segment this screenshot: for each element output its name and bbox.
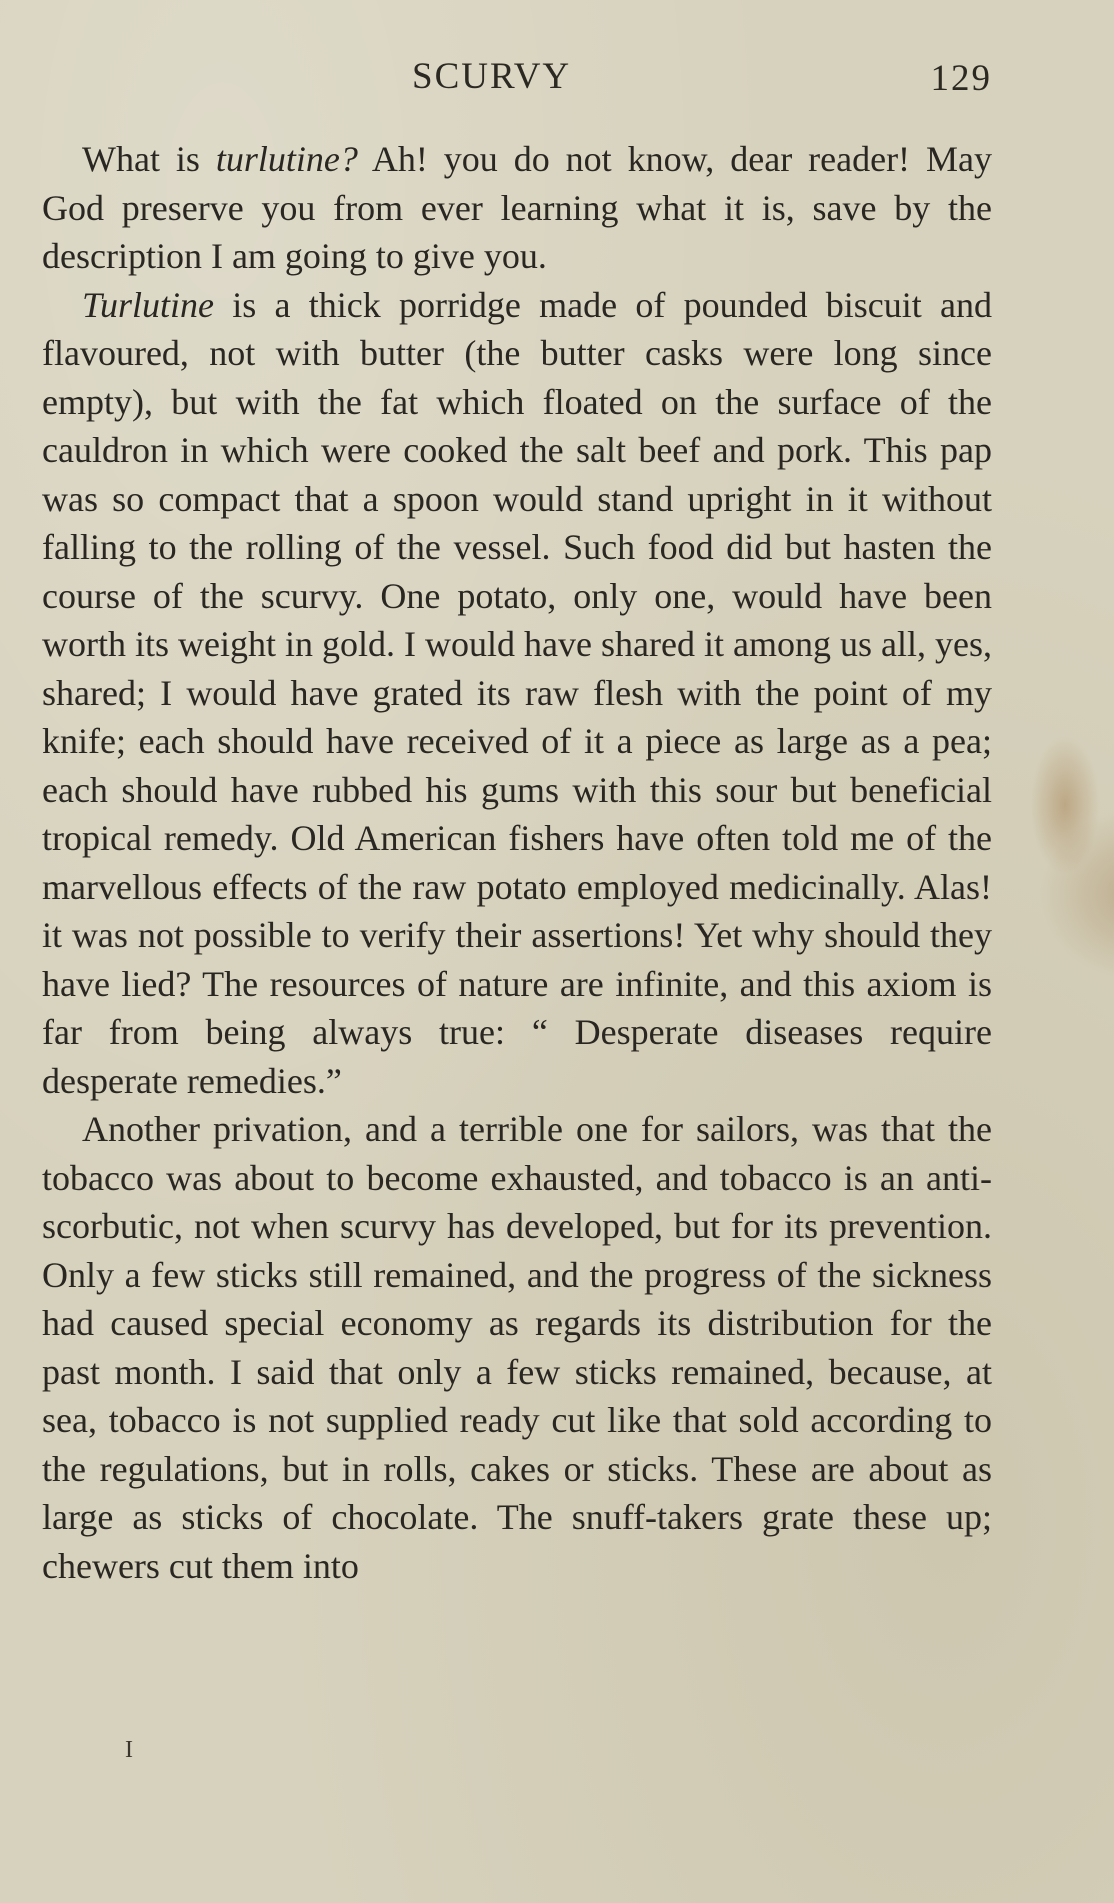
paragraph-1 [42,135,992,281]
paper-stain [1030,735,1100,875]
term-turlutine-question: turlutine? [215,139,358,179]
term-turlutine: Turlutine [82,284,215,325]
paragraph-1-rest: Ah! you do not know, dear reader! May God preserve you from ever learning what it is, save by the description I am going to give you. [42,139,992,276]
signature-mark: I [125,1737,133,1763]
paragraph-1-lead: What is [82,139,216,179]
running-title: SCURVY [412,56,572,97]
paragraph-3: Another privation, and a terrible one for sailors, was that the tobacco was about to become exhausted, and tobacco is an anti-scorbutic, not when scurvy has developed, but for its prevention. Only a few sticks still remained, and the progress of the sickness had caused special economy as regards its distribution for the past month. I said that only a few sticks remained, because, at sea, tobacco is not supplied ready cut like that sold according to the regulations, but in rolls, cakes or sticks. These are about as large as sticks of chocolate. The snuff-takers grate these up; chewers cut them into [42,1109,992,1586]
running-head [42,55,992,105]
paragraph-2-rest: is a thick porridge made of pounded biscuit and flavoured, not with butter (the butter casks were long since empty), but with the fat which floated on the surface of the cauldron in which were cooked the salt beef and pork. This pap was so compact that a spoon would stand upright in it without falling to the rolling of the vessel. Such food did but hasten the course of the scurvy. One potato, only one, would have been worth its weight in gold. I would have shared it among us all, yes, shared; I would have grated its raw flesh with the point of my knife; each should have received of it a piece as large as a pea; each should have rubbed his gums with this sour but beneficial tropical remedy. Old American fishers have often told me of the marvellous effects of the raw potato employed medicinally. Alas! it was not possible to verify their assertions! Yet why should they have lied? The resources of nature are infinite, and this axiom is far from being always true: “ Desperate diseases require desperate remedies.” [42,284,992,1101]
page-number: 129 [930,58,992,99]
paragraph-2 [42,281,992,1106]
body-text [42,135,992,1590]
